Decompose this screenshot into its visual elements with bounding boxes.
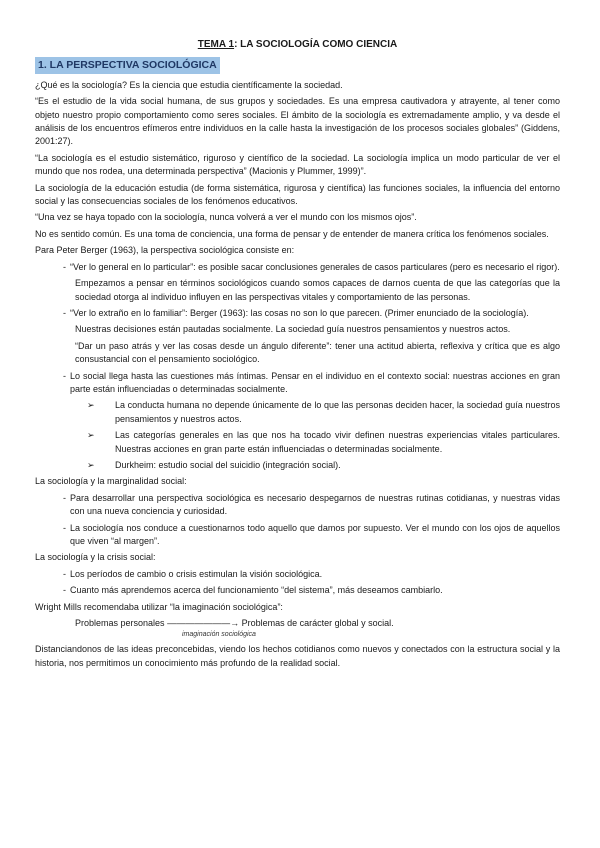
diagram-right-label: Problemas de carácter global y social. [241, 618, 394, 629]
title-text: : LA SOCIOLOGÍA COMO CIENCIA [234, 39, 398, 50]
arrow-bullet-icon: ➢ [87, 459, 95, 470]
quote-giddens: “Es el estudio de la vida social humana, de sus grupos y sociedades. Es una empresa cautivadora y atrayente, al tener como objeto nuestro propio comportamiento como seres sociales. El ámbito de la sociología es extremadamente amplio, y va desde el análisis de los encuentros efímeros entre individuos en la calle hasta la investigación de los procesos sociales globales” (Giddens, 2001:27). [35, 96, 560, 147]
sub-list-item-text: Durkheim: estudio social del suicidio (integración social). [115, 459, 341, 470]
list-item-text: Los períodos de cambio o crisis estimulan la visión sociológica. [70, 568, 323, 579]
dash-bullet: - [63, 492, 66, 503]
dash-bullet: - [63, 370, 66, 381]
list-item [35, 307, 560, 320]
section-heading: 1. LA PERSPECTIVA SOCIOLÓGICA [35, 57, 220, 73]
subheading: Wright Mills recomendaba utilizar “la imaginación sociológica”: [35, 601, 283, 612]
list-item-text: “Ver lo general en lo particular”: es posible sacar conclusiones generales de casos particulares (pero es necesario el rigor). [70, 261, 560, 272]
indented-paragraph: “Dar un paso atrás y ver las cosas desde un ángulo diferente”: tener una actitud abierta, reflexiva y crítica que es algo consustancial con el pensamiento sociológico. [75, 340, 560, 365]
closing-paragraph: Distanciandonos de las ideas preconcebidas, viendo los hechos cotidianos como nuevos y conectados con la estructura social y la historia, nos permitimos un conocimiento más profundo de la realidad social. [35, 644, 560, 668]
quote-macionis: “La sociología es el estudio sistemático, riguroso y científico de la sociedad. La sociología implica un modo particular de ver el mundo que nos rodea, una determinada perspectiva” (Macionis y Plummer, 1999)”. [35, 152, 560, 177]
sub-list-item-text: La conducta humana no depende únicamente de lo que las personas deciden hacer, la sociedad guía nuestros pensamientos y nuestros actos. [115, 400, 560, 424]
sub-list-item [83, 429, 560, 456]
list-item [35, 584, 560, 597]
subheading: La sociología y la marginalidad social: [35, 476, 187, 487]
list-item [35, 522, 560, 549]
list-item-text: “Ver lo extraño en lo familiar”: Berger (1963): las cosas no son lo que parecen. (Primer enunciado de la sociología). [70, 307, 529, 318]
diagram-left-label: Problemas personales [75, 618, 165, 629]
paragraph: La sociología de la educación estudia (de forma sistemática, rigurosa y científica) las funciones sociales, la influencia del entorno social y las consecuencias sociales de los fenómenos educativos. [35, 182, 560, 207]
indented-paragraph: Nuestras decisiones están pautadas socialmente. La sociedad guía nuestros pensamientos y nuestros actos. [75, 324, 511, 335]
arrow-bullet-icon: ➢ [87, 430, 95, 441]
diagram-arrow: ———————→ [167, 618, 240, 629]
sub-list-item [83, 399, 560, 426]
list-item-text: Lo social llega hasta las cuestiones más íntimas. Pensar en el individuo en el contexto social: nuestras acciones en gran parte están influenciadas o determinadas socialmente. [70, 370, 560, 394]
list-item [35, 261, 560, 274]
dash-bullet: - [63, 261, 66, 272]
sub-list-item-text: Las categorías generales en las que nos ha tocado vivir definen nuestras experiencias vitales particulares. Nuestras acciones en gran parte están influenciadas o determinadas socialmente. [115, 430, 560, 454]
dash-bullet: - [63, 585, 66, 596]
imagination-diagram [75, 617, 560, 630]
diagram-arrow-caption: imaginación sociológica [182, 631, 256, 639]
paragraph: Para Peter Berger (1963), la perspectiva sociológica consiste en: [35, 245, 295, 256]
list-item-text: Para desarrollar una perspectiva sociológica es necesario despegarnos de nuestras rutinas cotidianas, y nuestras vidas con una nueva conciencia y curiosidad. [70, 492, 560, 517]
list-item-text: La sociología nos conduce a cuestionarnos todo aquello que damos por supuesto. Ver el mundo con los ojos de aquellos que viven “al margen”. [70, 522, 560, 546]
paragraph: ¿Qué es la sociología? Es la ciencia que estudia científicamente la sociedad. [35, 79, 343, 90]
list-item [35, 568, 560, 581]
list-item [35, 370, 560, 397]
dash-bullet: - [63, 307, 66, 318]
subheading: La sociología y la crisis social: [35, 552, 156, 563]
list-item [35, 492, 560, 519]
title-number: TEMA 1 [197, 39, 235, 50]
indented-paragraph: Empezamos a pensar en términos sociológicos cuando somos capaces de darnos cuenta de que las categorías que la sociedad otorga al individuo influyen en las perspectivas vitales y comportamiento de las personas. [75, 278, 560, 302]
page-title [35, 38, 560, 51]
quote: “Una vez se haya topado con la sociología, nunca volverá a ver el mundo con los mismos ojos”. [35, 212, 417, 223]
sub-list-item [83, 459, 560, 472]
dash-bullet: - [63, 522, 66, 533]
list-item-text: Cuanto más aprendemos acerca del funcionamiento “del sistema”, más deseamos cambiarlo. [70, 585, 443, 596]
dash-bullet: - [63, 568, 66, 579]
paragraph: No es sentido común. Es una toma de conciencia, una forma de pensar y de entender de manera crítica los fenómenos sociales. [35, 228, 549, 239]
arrow-bullet-icon: ➢ [87, 400, 95, 411]
